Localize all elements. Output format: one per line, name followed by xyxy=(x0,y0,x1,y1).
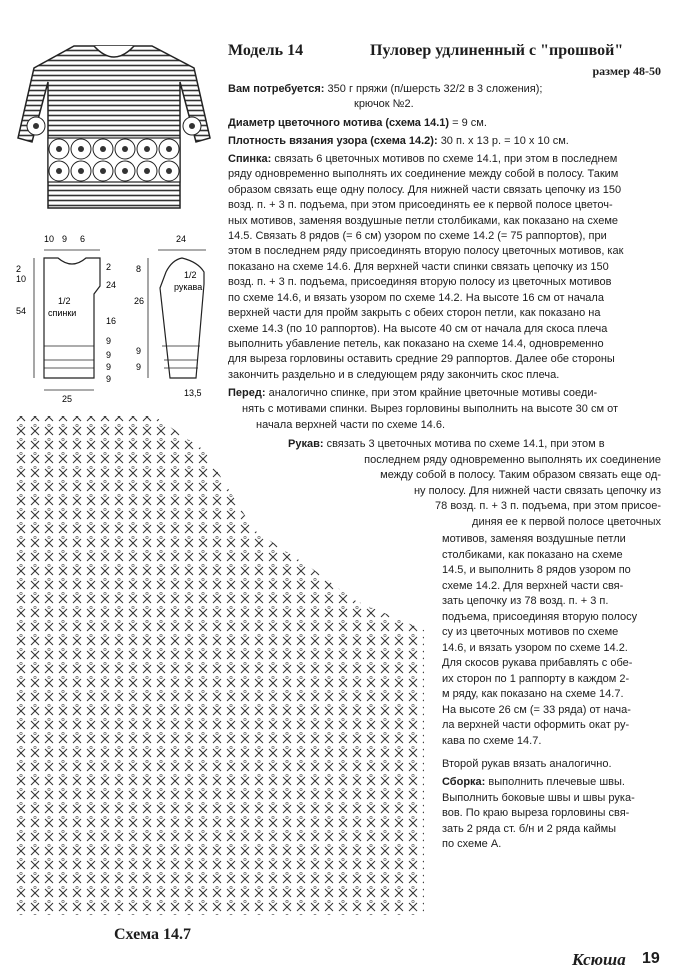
model-label: Модель 14 xyxy=(228,42,304,59)
sleeve-pattern-diagram xyxy=(134,228,224,406)
sleeve-narrow-14: Второй рукав вязать аналогично. xyxy=(442,758,612,770)
page-number: 19 xyxy=(642,950,660,967)
sleeve-narrow-4: зать цепочку из 78 возд. п. + 3 п. xyxy=(442,595,609,607)
brand-name: Ксюша xyxy=(572,950,626,969)
back-line-2: образом связать еще одну полосу. Для нижней части связать цепочку из 150 xyxy=(228,184,622,196)
sleeve-narrow-5: подъема, присоединяя вторую полосу xyxy=(442,611,638,623)
motif-diameter xyxy=(228,116,487,131)
sleeve-label-name: рукава xyxy=(174,282,203,292)
back-line-12: выполнить убавление петель, как показано на схеме 14.4, одновременно xyxy=(228,338,604,350)
back-right-dim-1: 2 xyxy=(106,262,112,272)
sleeve-narrow-6: су из цветочных мотивов по схеме xyxy=(442,626,619,638)
front-section xyxy=(228,386,597,401)
sleeve-bottom-dim: 13,5 xyxy=(184,388,202,398)
back-line-6: этом в последнем ряду присоединять вторую полосу цветочных мотивов, как xyxy=(228,245,624,257)
back-top-dim-2: 9 xyxy=(62,234,68,244)
back-pattern-diagram xyxy=(14,228,134,406)
sleeve-line-1: последнем ряду одновременно выполнять их соединение xyxy=(364,454,661,466)
crochet-schema-diagram xyxy=(14,410,434,915)
sleeve-top-dim: 24 xyxy=(176,234,187,244)
sleeve-narrow-12: ла верхней части оформить окат ру- xyxy=(442,719,630,731)
sleeve-narrow-9: их сторон по 1 раппорту в каждом 2- xyxy=(442,673,630,685)
back-line-11: схеме 14.3 (по 10 раппортов). На высоте 40 см от начала для скоса плеча xyxy=(228,323,608,335)
sleeve-narrow-11: На высоте 26 см (= 33 ряда) от нача- xyxy=(442,704,631,716)
back-line-4: ных мотивов, заменяя воздушные петли столбиками, как показано на схеме xyxy=(228,215,619,227)
sleeve-left-dim-1: 8 xyxy=(136,264,142,274)
requirements-label: Вам потребуется: xyxy=(228,83,325,95)
back-line-14: закончить раздельно и в следующем ряду закончить скос плеча. xyxy=(228,369,560,381)
sleeve-narrow-1: столбиками, как показано на схеме xyxy=(442,549,623,561)
motif-value: = 9 см. xyxy=(452,117,487,129)
back-label-name: спинки xyxy=(48,308,77,318)
back-line-0: связать 6 цветочных мотивов по схеме 14.1, при этом в последнем xyxy=(274,153,618,165)
requirements-text1: 350 г пряжи (п/шерсть 32/2 в 3 сложения); xyxy=(327,83,543,95)
back-line-7: показано на схеме 14.6. Для верхней части спинки связать цепочку из 150 xyxy=(228,261,609,273)
sleeve-narrow-2: 14.5, и выполнить 8 рядов узором по xyxy=(442,564,631,576)
back-right-dim-3: 16 xyxy=(106,316,117,326)
sleeve-line-0: связать 3 цветочных мотива по схеме 14.1, при этом в xyxy=(326,438,605,450)
back-left-dim-2: 10 xyxy=(16,274,27,284)
sleeve-label: Рукав: xyxy=(288,438,324,450)
back-line-3: возд. п. + 3 п. подъема, при этом присоединять ее к первой полосе цветоч- xyxy=(228,199,613,211)
sleeve-narrow-3: схеме 14.2. Для верхней части свя- xyxy=(442,580,624,592)
back-left-dim-3: 54 xyxy=(16,306,27,316)
sleeve-narrow-7: 14.6, и вязать узором по схеме 14.2. xyxy=(442,642,628,654)
motif-label: Диаметр цветочного мотива (схема 14.1) xyxy=(228,117,450,129)
back-right-dim-4: 9 xyxy=(106,336,112,346)
schema-label: Схема 14.7 xyxy=(114,926,192,943)
back-label: Спинка: xyxy=(228,153,272,165)
front-label: Перед: xyxy=(228,387,266,399)
sleeve-narrow-13: кава по схеме 14.7. xyxy=(442,735,542,747)
sleeve-label-half: 1/2 xyxy=(184,270,197,280)
sleeve-narrow-8: Для скосов рукава прибавлять с обе- xyxy=(442,657,633,669)
assembly-line-0: выполнить плечевые швы. xyxy=(488,776,625,788)
sleeve-narrow-0: мотивов, заменяя воздушные петли xyxy=(442,533,626,545)
assembly-section xyxy=(442,775,625,790)
back-right-dim-2: 24 xyxy=(106,280,117,290)
sleeve-left-dim-3: 9 xyxy=(136,346,142,356)
back-line-13: для выреза горловины оставить средние 29 раппортов. Далее обе стороны xyxy=(228,353,615,365)
requirements xyxy=(228,82,542,97)
sleeve-line-3: ну полосу. Для нижней части связать цепочку из xyxy=(413,485,661,497)
back-line-10: верхней части для пройм закрыть с обеих сторон петли, как показано на xyxy=(228,307,601,319)
back-right-dim-5: 9 xyxy=(106,350,112,360)
front-line-0: аналогично спинке, при этом крайние цветочные мотивы соеди- xyxy=(268,387,598,399)
back-left-dim-1: 2 xyxy=(16,264,22,274)
density-value: 30 п. х 13 р. = 10 х 10 см. xyxy=(440,135,569,147)
back-top-dim-1: 10 xyxy=(44,234,55,244)
sleeve-narrow-10: м ряду, как показано на схеме 14.7. xyxy=(442,688,624,700)
assembly-line-4: по схеме А. xyxy=(442,838,502,850)
density-label: Плотность вязания узора (схема 14.2): xyxy=(228,135,438,147)
pattern-density xyxy=(228,134,569,149)
back-label-half: 1/2 xyxy=(58,296,71,306)
assembly-line-1: Выполнить боковые швы и швы рука- xyxy=(442,792,635,804)
back-line-9: по схеме 14.6, и вязать узором по схеме 14.2. На высоте 16 см от начала xyxy=(228,292,604,304)
back-right-dim-7: 9 xyxy=(106,374,112,384)
back-bottom-dim: 25 xyxy=(62,394,73,404)
requirements-text2: крючок №2. xyxy=(354,98,414,110)
sleeve-line-2: между собой в полосу. Таким образом связать еще од- xyxy=(380,469,661,481)
sleeve-line-5: диняя ее к первой полосе цветочных xyxy=(472,516,661,528)
sleeve-left-dim-2: 26 xyxy=(134,296,145,306)
back-top-dim-3: 6 xyxy=(80,234,86,244)
sleeve-section xyxy=(288,437,605,452)
back-line-5: 14.5. Связать 8 рядов (= 6 см) узором по схеме 14.2 (= 75 раппортов), при xyxy=(228,230,607,242)
back-line-8: возд. п. + 3 п. подъема, присоединяя вторую полосу из цветочных мотивов xyxy=(228,276,612,288)
sleeve-line-4: 78 возд. п. + 3 п. подъема, при этом присое- xyxy=(435,500,661,512)
assembly-line-3: зать 2 ряда ст. б/н и 2 ряда каймы xyxy=(442,823,617,835)
front-line-1: нять с мотивами спинки. Вырез горловины выполнить на высоте 30 см от xyxy=(242,403,618,415)
sleeve-left-dim-4: 9 xyxy=(136,362,142,372)
back-line-1: ряду одновременно выполнять их соединение между собой в полосу. Таким xyxy=(228,168,619,180)
back-section xyxy=(228,152,617,167)
back-right-dim-6: 9 xyxy=(106,362,112,372)
assembly-label: Сборка: xyxy=(442,776,486,788)
assembly-line-2: вов. По краю выреза горловины свя- xyxy=(442,807,630,819)
sweater-illustration xyxy=(14,38,214,216)
front-line-2: начала верхней части по схеме 14.6. xyxy=(256,419,446,431)
size-label: размер 48-50 xyxy=(592,64,661,78)
page-title: Пуловер удлиненный с "прошвой" xyxy=(370,42,624,59)
